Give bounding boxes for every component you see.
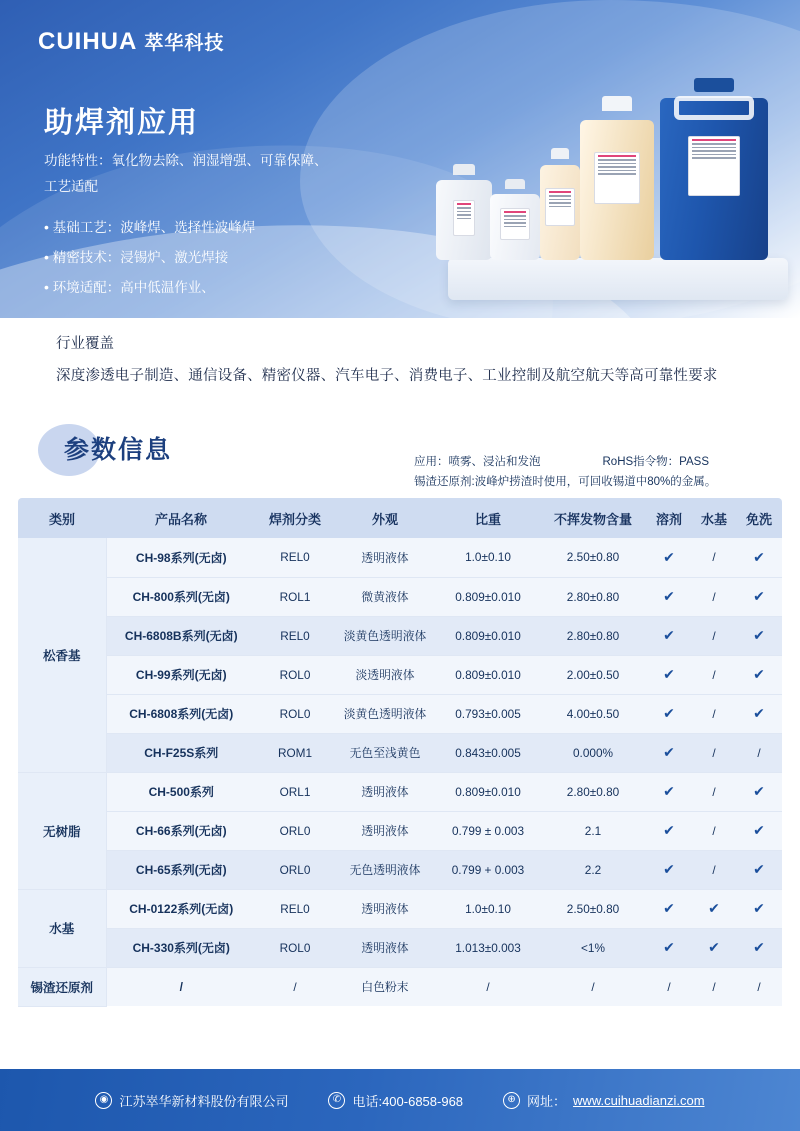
table-cell-specific-gravity: 1.0±0.10 bbox=[436, 889, 540, 928]
table-cell-specific-gravity: 0.809±0.010 bbox=[436, 772, 540, 811]
table-row bbox=[18, 694, 782, 733]
table-row bbox=[18, 655, 782, 694]
table-cell-product-name: CH-98系列(无卤) bbox=[106, 538, 256, 577]
table-cell-specific-gravity: / bbox=[436, 967, 540, 1006]
check-icon: ✔ bbox=[753, 705, 765, 721]
table-cell-nonvolatile: 2.80±0.80 bbox=[540, 772, 646, 811]
hero-bullet-0: • 基础工艺：波峰焊、选择性波峰焊 bbox=[44, 212, 464, 242]
table-cell-no-clean bbox=[736, 655, 782, 694]
hero-subtitle-line-2: 工艺适配 bbox=[44, 179, 98, 195]
table-cell-product-name: CH-65系列(无卤) bbox=[106, 850, 256, 889]
table-cell-nonvolatile: 4.00±0.50 bbox=[540, 694, 646, 733]
check-icon: ✔ bbox=[663, 588, 675, 604]
table-cell-no-clean bbox=[736, 538, 782, 577]
table-cell-product-name: CH-330系列(无卤) bbox=[106, 928, 256, 967]
table-cell-appearance: 淡黄色透明液体 bbox=[334, 616, 436, 655]
check-icon: ✔ bbox=[708, 939, 720, 955]
table-cell-appearance: 淡透明液体 bbox=[334, 655, 436, 694]
table-cell-specific-gravity: 0.809±0.010 bbox=[436, 577, 540, 616]
table-row bbox=[18, 577, 782, 616]
table-cell-no-clean bbox=[736, 811, 782, 850]
check-icon: ✔ bbox=[663, 705, 675, 721]
table-cell-nonvolatile: 2.80±0.80 bbox=[540, 616, 646, 655]
table-cell-nonvolatile: <1% bbox=[540, 928, 646, 967]
table-cell-product-name: CH-66系列(无卤) bbox=[106, 811, 256, 850]
table-cell-no-clean bbox=[736, 772, 782, 811]
footer-phone[interactable] bbox=[328, 1091, 463, 1110]
table-cell-water-based: / bbox=[692, 616, 736, 655]
product-drum-blue bbox=[660, 90, 768, 260]
table-cell-solvent bbox=[646, 889, 692, 928]
table-cell-category: 松香基 bbox=[18, 538, 106, 772]
product-bottle-amber-large bbox=[580, 110, 654, 260]
table-row bbox=[18, 850, 782, 889]
note-rohs: RoHS指令物：PASS bbox=[602, 456, 710, 468]
table-cell-flux-class: REL0 bbox=[256, 616, 334, 655]
check-icon: ✔ bbox=[663, 666, 675, 682]
check-icon: ✔ bbox=[753, 666, 765, 682]
table-cell-water-based: / bbox=[692, 967, 736, 1006]
check-icon: ✔ bbox=[753, 939, 765, 955]
table-cell-appearance: 白色粉末 bbox=[334, 967, 436, 1006]
check-icon: ✔ bbox=[753, 588, 765, 604]
col-header-solvent: 溶剂 bbox=[646, 498, 692, 538]
params-heading bbox=[38, 422, 268, 478]
table-cell-nonvolatile: / bbox=[540, 967, 646, 1006]
table-cell-no-clean bbox=[736, 928, 782, 967]
table-cell-flux-class: ROM1 bbox=[256, 733, 334, 772]
check-icon: ✔ bbox=[753, 783, 765, 799]
table-header-row bbox=[18, 498, 782, 538]
hero-banner bbox=[0, 0, 800, 318]
hero-subtitle bbox=[44, 148, 444, 201]
table-cell-no-clean bbox=[736, 694, 782, 733]
table-cell-solvent bbox=[646, 694, 692, 733]
table-cell-nonvolatile: 2.50±0.80 bbox=[540, 889, 646, 928]
check-icon: ✔ bbox=[753, 548, 765, 565]
table-cell-water-based: / bbox=[692, 811, 736, 850]
col-header-no-clean: 免洗 bbox=[736, 498, 782, 538]
coverage-title: 行业覆盖 bbox=[56, 336, 114, 352]
table-cell-water-based bbox=[692, 889, 736, 928]
globe-icon: ⊕ bbox=[503, 1092, 520, 1109]
check-icon: ✔ bbox=[753, 822, 765, 838]
table-cell-appearance: 透明液体 bbox=[334, 928, 436, 967]
table-cell-flux-class: ORL0 bbox=[256, 850, 334, 889]
table-notes bbox=[414, 452, 774, 492]
check-icon: ✔ bbox=[663, 861, 675, 877]
note-application: 应用：喷雾、浸沾和发泡 bbox=[414, 456, 541, 468]
table-cell-water-based: / bbox=[692, 538, 736, 577]
hero-subtitle-line-1: 功能特性：氧化物去除、润湿增强、可靠保障、 bbox=[44, 153, 328, 168]
bottle-label bbox=[545, 188, 575, 226]
table-cell-water-based: / bbox=[692, 772, 736, 811]
product-shelf bbox=[448, 258, 788, 300]
table-cell-no-clean bbox=[736, 850, 782, 889]
table-cell-appearance: 透明液体 bbox=[334, 772, 436, 811]
table-cell-specific-gravity: 0.799 + 0.003 bbox=[436, 850, 540, 889]
table-cell-flux-class: REL0 bbox=[256, 538, 334, 577]
table-cell-flux-class: ROL0 bbox=[256, 928, 334, 967]
table-cell-solvent bbox=[646, 538, 692, 577]
drum-cap bbox=[694, 78, 734, 92]
col-header-appearance: 外观 bbox=[334, 498, 436, 538]
page-title: 助焊剂应用 bbox=[44, 107, 200, 139]
table-cell-water-based: / bbox=[692, 733, 736, 772]
table-cell-category: 锡渣还原剂 bbox=[18, 967, 106, 1006]
check-icon: ✔ bbox=[663, 900, 675, 916]
footer-company bbox=[95, 1091, 288, 1110]
table-cell-appearance: 淡黄色透明液体 bbox=[334, 694, 436, 733]
col-header-product-name: 产品名称 bbox=[106, 498, 256, 538]
footer-phone-label: 电话:400-6858-968 bbox=[352, 1093, 464, 1109]
table-cell-solvent bbox=[646, 655, 692, 694]
table-cell-nonvolatile: 2.80±0.80 bbox=[540, 577, 646, 616]
table-cell-flux-class: ROL0 bbox=[256, 694, 334, 733]
check-icon: ✔ bbox=[663, 627, 675, 643]
bottle-cap bbox=[505, 179, 525, 189]
check-icon: ✔ bbox=[753, 900, 765, 916]
check-icon: ✔ bbox=[663, 939, 675, 955]
table-cell-flux-class: ROL0 bbox=[256, 655, 334, 694]
table-cell-no-clean: / bbox=[736, 733, 782, 772]
table-cell-appearance: 微黄液体 bbox=[334, 577, 436, 616]
table-cell-solvent bbox=[646, 577, 692, 616]
phone-icon: ✆ bbox=[328, 1092, 345, 1109]
table-row bbox=[18, 967, 782, 1006]
table-cell-flux-class: / bbox=[256, 967, 334, 1006]
brand-logo bbox=[38, 28, 224, 56]
table-cell-product-name: CH-99系列(无卤) bbox=[106, 655, 256, 694]
table-cell-specific-gravity: 1.013±0.003 bbox=[436, 928, 540, 967]
check-icon: ✔ bbox=[663, 744, 675, 760]
brand-name-cn: 萃华科技 bbox=[144, 33, 225, 54]
table-cell-appearance: 透明液体 bbox=[334, 538, 436, 577]
hero-bullet-1: • 精密技术：浸锡炉、激光焊接 bbox=[44, 242, 464, 272]
table-cell-no-clean bbox=[736, 577, 782, 616]
table-cell-flux-class: ROL1 bbox=[256, 577, 334, 616]
note-reducer: 锡渣还原剂:波峰炉捞渣时使用，可回收锡道中80%的金属。 bbox=[414, 476, 717, 489]
table-cell-solvent bbox=[646, 616, 692, 655]
table-cell-product-name: CH-800系列(无卤) bbox=[106, 577, 256, 616]
table-row bbox=[18, 811, 782, 850]
table-cell-no-clean: / bbox=[736, 967, 782, 1006]
brand-name-en: CUIHUA bbox=[38, 28, 138, 55]
hero-bullet-2: • 环境适配：高中低温作业、 bbox=[44, 272, 464, 302]
table-cell-solvent bbox=[646, 772, 692, 811]
product-bottle-amber-narrow bbox=[540, 158, 580, 260]
table-cell-water-based: / bbox=[692, 577, 736, 616]
table-cell-product-name: CH-0122系列(无卤) bbox=[106, 889, 256, 928]
table-cell-appearance: 无色至浅黄色 bbox=[334, 733, 436, 772]
table-cell-product-name: CH-F25S系列 bbox=[106, 733, 256, 772]
check-icon: ✔ bbox=[708, 900, 720, 916]
hero-bullet-list bbox=[44, 212, 464, 302]
table-cell-flux-class: REL0 bbox=[256, 889, 334, 928]
table-cell-solvent bbox=[646, 811, 692, 850]
bottle-cap bbox=[453, 164, 475, 175]
table-row bbox=[18, 889, 782, 928]
table-cell-specific-gravity: 0.809±0.010 bbox=[436, 616, 540, 655]
table-cell-product-name: CH-6808系列(无卤) bbox=[106, 694, 256, 733]
table-cell-specific-gravity: 0.809±0.010 bbox=[436, 655, 540, 694]
table-cell-water-based: / bbox=[692, 850, 736, 889]
table-row bbox=[18, 538, 782, 577]
table-cell-appearance: 无色透明液体 bbox=[334, 850, 436, 889]
table-cell-solvent bbox=[646, 733, 692, 772]
table-cell-appearance: 透明液体 bbox=[334, 811, 436, 850]
col-header-specific-gravity: 比重 bbox=[436, 498, 540, 538]
params-heading-text: 参数信息 bbox=[64, 436, 173, 464]
table-cell-water-based: / bbox=[692, 694, 736, 733]
industry-coverage-section bbox=[56, 332, 756, 385]
coverage-text: 深度渗透电子制造、通信设备、精密仪器、汽车电子、消费电子、工业控制及航空航天等高可靠性要求 bbox=[56, 368, 718, 384]
bottle-cap bbox=[602, 96, 632, 111]
parameters-table bbox=[18, 498, 782, 1007]
table-row bbox=[18, 928, 782, 967]
col-header-nonvolatile: 不挥发物含量 bbox=[540, 498, 646, 538]
table-body bbox=[18, 538, 782, 1006]
table-cell-solvent bbox=[646, 928, 692, 967]
table-cell-specific-gravity: 0.799 ± 0.003 bbox=[436, 811, 540, 850]
table-cell-no-clean bbox=[736, 616, 782, 655]
table-cell-nonvolatile: 2.00±0.50 bbox=[540, 655, 646, 694]
bottle-label bbox=[594, 152, 640, 204]
check-icon: ✔ bbox=[663, 822, 675, 838]
table-cell-water-based bbox=[692, 928, 736, 967]
table-cell-category: 无树脂 bbox=[18, 772, 106, 889]
table-cell-no-clean bbox=[736, 889, 782, 928]
footer-company-label: 江苏崒华新材料股份有限公司 bbox=[119, 1093, 289, 1109]
table-cell-product-name: CH-6808B系列(无卤) bbox=[106, 616, 256, 655]
footer-website-url[interactable]: www.cuihuadianzi.com bbox=[573, 1092, 705, 1108]
bottle-label bbox=[500, 208, 530, 240]
check-icon: ✔ bbox=[663, 783, 675, 799]
drum-label bbox=[688, 136, 740, 196]
product-bottle-white bbox=[490, 188, 540, 260]
table-cell-nonvolatile: 2.1 bbox=[540, 811, 646, 850]
table-cell-product-name: CH-500系列 bbox=[106, 772, 256, 811]
table-cell-nonvolatile: 0.000% bbox=[540, 733, 646, 772]
table-cell-specific-gravity: 1.0±0.10 bbox=[436, 538, 540, 577]
table-cell-appearance: 透明液体 bbox=[334, 889, 436, 928]
table-row bbox=[18, 616, 782, 655]
col-header-category: 类别 bbox=[18, 498, 106, 538]
page-footer bbox=[0, 1069, 800, 1131]
check-icon: ✔ bbox=[753, 861, 765, 877]
drum-handle bbox=[674, 96, 754, 120]
table-cell-category: 水基 bbox=[18, 889, 106, 967]
table-cell-specific-gravity: 0.843±0.005 bbox=[436, 733, 540, 772]
table-cell-specific-gravity: 0.793±0.005 bbox=[436, 694, 540, 733]
bottle-cap bbox=[551, 148, 569, 159]
location-pin-icon: ◉ bbox=[95, 1092, 112, 1109]
table-row bbox=[18, 733, 782, 772]
table-cell-nonvolatile: 2.2 bbox=[540, 850, 646, 889]
table-cell-product-name: / bbox=[106, 967, 256, 1006]
product-photo-group bbox=[428, 62, 788, 302]
table-cell-flux-class: ORL1 bbox=[256, 772, 334, 811]
col-header-water-based: 水基 bbox=[692, 498, 736, 538]
footer-website[interactable] bbox=[503, 1091, 705, 1110]
footer-website-prefix: 网址： bbox=[527, 1093, 567, 1109]
table-cell-solvent bbox=[646, 850, 692, 889]
check-icon: ✔ bbox=[753, 627, 765, 643]
col-header-flux-class: 焊剂分类 bbox=[256, 498, 334, 538]
table-cell-solvent: / bbox=[646, 967, 692, 1006]
parameters-table-wrapper bbox=[18, 498, 782, 1007]
table-cell-water-based: / bbox=[692, 655, 736, 694]
table-cell-nonvolatile: 2.50±0.80 bbox=[540, 538, 646, 577]
table-row bbox=[18, 772, 782, 811]
table-cell-flux-class: ORL0 bbox=[256, 811, 334, 850]
check-icon: ✔ bbox=[663, 548, 675, 565]
